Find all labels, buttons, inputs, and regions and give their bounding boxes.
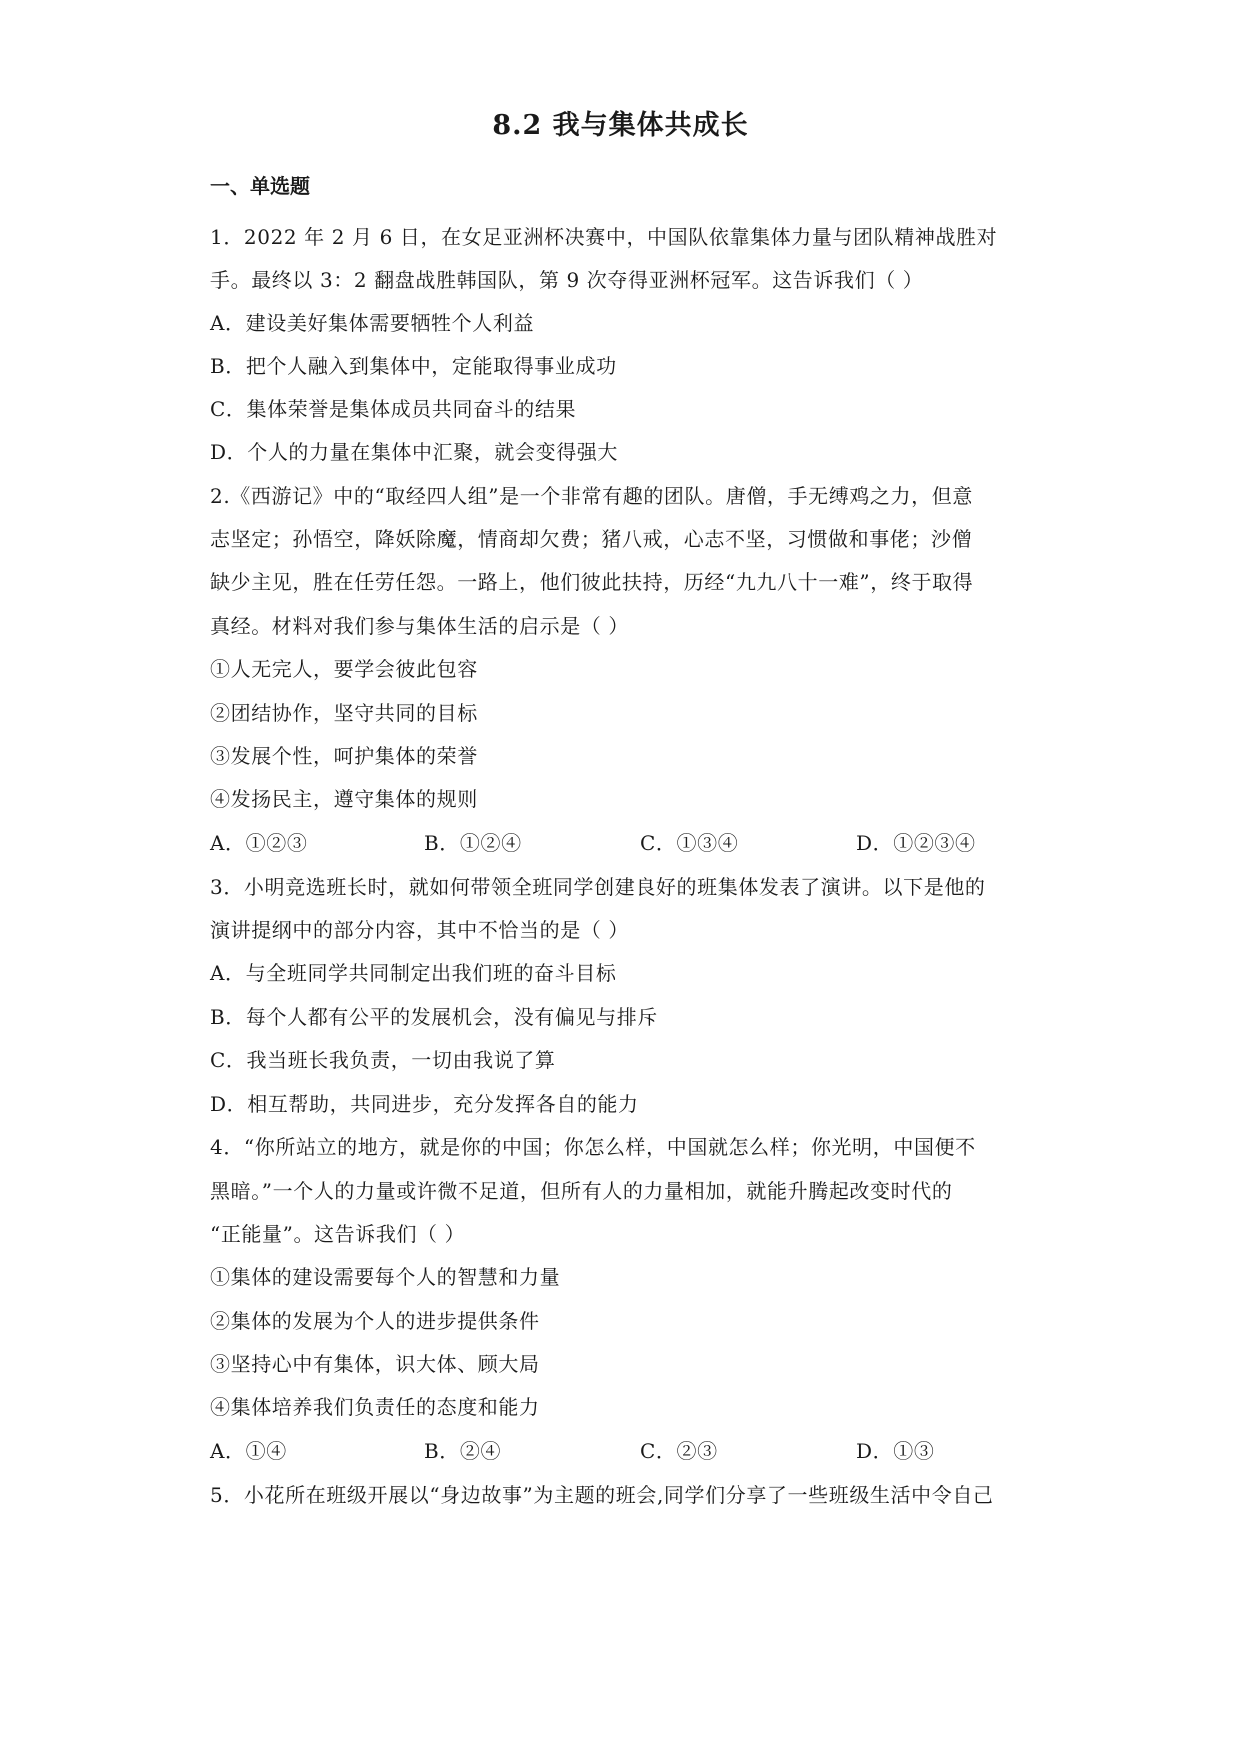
- q1-option-d: D．个人的力量在集体中汇聚，就会变得强大: [210, 440, 619, 464]
- q1-option-b: B．把个人融入到集体中，定能取得事业成功: [210, 354, 617, 378]
- q4-option-b: B．②④: [424, 1439, 502, 1463]
- q4-option-c: C．②③: [640, 1439, 718, 1463]
- q4-stem-line-3: “正能量”。这告诉我们（ ）: [210, 1222, 466, 1246]
- q2-option-c: C．①③④: [640, 831, 739, 855]
- q2-option-a: A．①②③: [210, 831, 308, 855]
- q2-statement-2: ②团结协作，坚守共同的目标: [210, 701, 478, 725]
- q1-stem-line-2: 手。最终以 3：2 翻盘战胜韩国队，第 9 次夺得亚洲杯冠军。这告诉我们（ ）: [210, 268, 924, 292]
- q3-option-b: B．每个人都有公平的发展机会，没有偏见与排斥: [210, 1005, 658, 1029]
- q4-statement-3: ③坚持心中有集体，识大体、顾大局: [210, 1352, 540, 1376]
- q2-option-b: B．①②④: [424, 831, 522, 855]
- q2-statement-1: ①人无完人，要学会彼此包容: [210, 657, 478, 681]
- q2-statement-3: ③发展个性，呵护集体的荣誉: [210, 744, 478, 768]
- q1-option-c: C．集体荣誉是集体成员共同奋斗的结果: [210, 397, 577, 421]
- q2-statement-4: ④发扬民主，遵守集体的规则: [210, 787, 478, 811]
- q2-stem-line-3: 缺少主见，胜在任劳任怨。一路上，他们彼此扶持，历经“九九八十一难”，终于取得: [210, 570, 974, 594]
- q1-stem-line-1: 1．2022 年 2 月 6 日，在女足亚洲杯决赛中，中国队依靠集体力量与团队精神战胜对: [210, 225, 998, 249]
- q4-statement-2: ②集体的发展为个人的进步提供条件: [210, 1309, 540, 1333]
- q2-stem-line-1: 2.《西游记》中的“取经四人组”是一个非常有趣的团队。唐僧，手无缚鸡之力，但意: [210, 484, 973, 508]
- section-heading: 一、单选题: [210, 174, 310, 198]
- q3-stem-line-1: 3．小明竞选班长时，就如何带领全班同学创建良好的班集体发表了演讲。以下是他的: [210, 875, 986, 899]
- q1-option-a: A．建设美好集体需要牺牲个人利益: [210, 311, 535, 335]
- q4-statement-1: ①集体的建设需要每个人的智慧和力量: [210, 1265, 561, 1289]
- q3-option-a: A．与全班同学共同制定出我们班的奋斗目标: [210, 961, 617, 985]
- q2-option-d: D．①②③④: [856, 831, 976, 855]
- q2-stem-line-2: 志坚定；孙悟空，降妖除魔，情商却欠费；猪八戒，心志不坚，习惯做和事佬；沙僧: [210, 527, 973, 551]
- q4-stem-line-2: 黑暗。”一个人的力量或许微不足道，但所有人的力量相加，就能升腾起改变时代的: [210, 1179, 953, 1203]
- q3-stem-line-2: 演讲提纲中的部分内容，其中不恰当的是（ ）: [210, 918, 629, 942]
- q4-stem-line-1: 4．“你所站立的地方，就是你的中国；你怎么样，中国就怎么样；你光明，中国便不: [210, 1135, 976, 1159]
- q4-option-d: D．①③: [856, 1439, 935, 1463]
- q3-option-d: D．相互帮助，共同进步，充分发挥各自的能力: [210, 1092, 639, 1116]
- q4-option-a: A．①④: [210, 1439, 287, 1463]
- page-title: 8.2 我与集体共成长: [492, 110, 749, 141]
- q2-stem-line-4: 真经。材料对我们参与集体生活的启示是（ ）: [210, 614, 629, 638]
- q5-stem-line-1: 5．小花所在班级开展以“身边故事”为主题的班会,同学们分享了一些班级生活中令自己: [210, 1483, 994, 1507]
- q3-option-c: C．我当班长我负责，一切由我说了算: [210, 1048, 556, 1072]
- q4-statement-4: ④集体培养我们负责任的态度和能力: [210, 1395, 540, 1419]
